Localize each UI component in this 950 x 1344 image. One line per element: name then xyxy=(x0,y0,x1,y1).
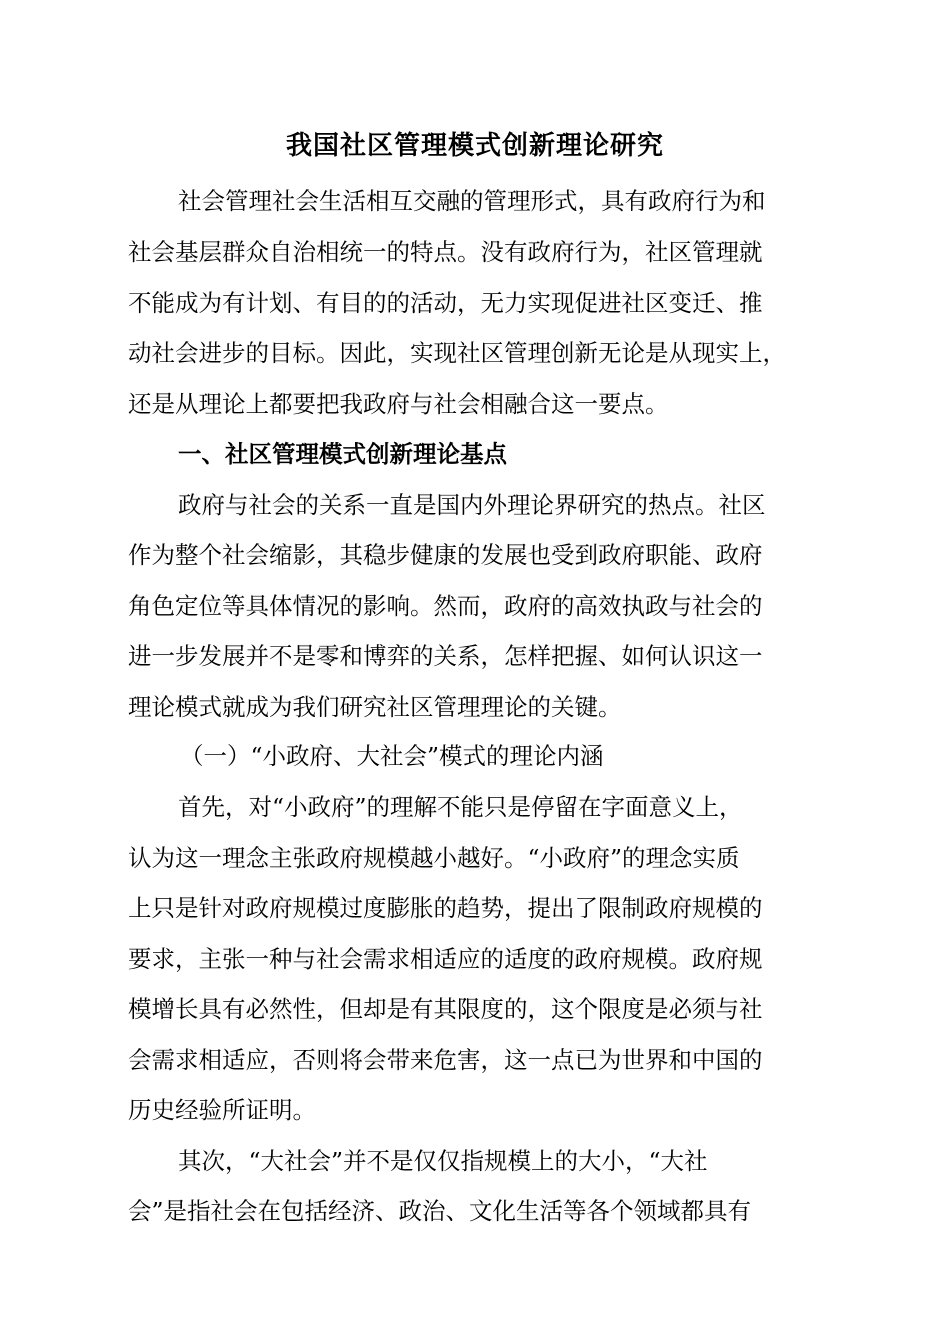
paragraph-line: 会”是指社会在包括经济、政治、文化生活等各个领域都具有 xyxy=(128,1197,752,1225)
paragraph-line: 还是从理论上都要把我政府与社会相融合这一要点。 xyxy=(128,390,669,418)
paragraph-line: 模增长具有必然性，但却是有其限度的，这个限度是必须与社 xyxy=(128,995,763,1023)
paragraph-line: 其次，“大社会”并不是仅仅指规模上的大小，“大社 xyxy=(178,1147,708,1175)
subsection-heading: （一）“小政府、大社会”模式的理论内涵 xyxy=(180,742,604,770)
paragraph-line: 作为整个社会缩影，其稳步健康的发展也受到政府职能、政府 xyxy=(128,541,763,569)
paragraph-line: 社会管理社会生活相互交融的管理形式，具有政府行为和 xyxy=(178,187,766,215)
paragraph-line: 要求，主张一种与社会需求相适应的适度的政府规模。政府规 xyxy=(128,945,763,973)
paragraph-line: 进一步发展并不是零和博弈的关系，怎样把握、如何认识这一 xyxy=(128,642,763,670)
paragraph-line: 社会基层群众自治相统一的特点。没有政府行为，社区管理就 xyxy=(128,238,763,266)
paragraph-line: 不能成为有计划、有目的的活动，无力实现促进社区变迁、推 xyxy=(128,289,763,317)
paragraph-line: 认为这一理念主张政府规模越小越好。“小政府”的理念实质 xyxy=(128,844,740,872)
paragraph-line: 动社会进步的目标。因此，实现社区管理创新无论是从现实上， xyxy=(128,339,786,367)
paragraph-line: 历史经验所证明。 xyxy=(128,1096,316,1124)
section-heading: 一、社区管理模式创新理论基点 xyxy=(178,440,507,468)
paragraph-line: 角色定位等具体情况的影响。然而，政府的高效执政与社会的 xyxy=(128,592,763,620)
paragraph-line: 理论模式就成为我们研究社区管理理论的关键。 xyxy=(128,693,622,721)
document-title: 我国社区管理模式创新理论研究 xyxy=(285,131,664,161)
paragraph-line: 首先，对“小政府”的理解不能只是停留在字面意义上， xyxy=(178,793,743,821)
paragraph-line: 上只是针对政府规模过度膨胀的趋势，提出了限制政府规模的 xyxy=(128,894,763,922)
paragraph-line: 政府与社会的关系一直是国内外理论界研究的热点。社区 xyxy=(178,491,766,519)
paragraph-line: 会需求相适应，否则将会带来危害，这一点已为世界和中国的 xyxy=(128,1046,763,1074)
